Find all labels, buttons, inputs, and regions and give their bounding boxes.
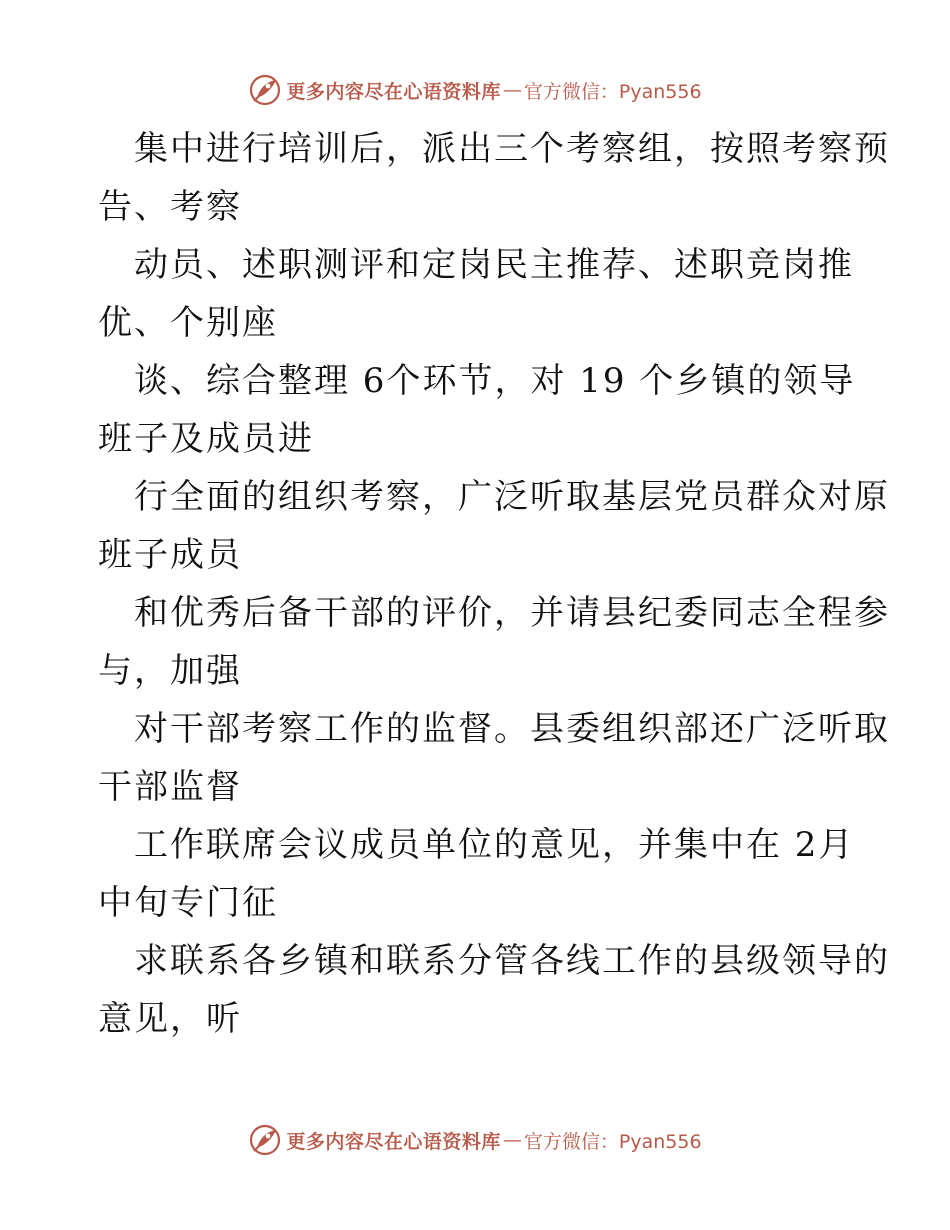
body-line: 告、考察: [98, 187, 242, 227]
footer-banner: [0, 1120, 950, 1160]
body-line: 行全面的组织考察，广泛听取基层党员群众对原: [134, 477, 890, 517]
header-banner: [0, 70, 950, 110]
banner-title: 更多内容尽在心语资料库: [286, 1130, 501, 1153]
banner-dash: —: [502, 1129, 522, 1151]
body-line: 求联系各乡镇和联系分管各线工作的县级领导的: [134, 941, 890, 981]
body-line: 对干部考察工作的监督。县委组织部还广泛听取: [134, 709, 890, 749]
body-line: 谈、综合整理 6个环节，对 19 个乡镇的领导: [134, 361, 856, 401]
body-line: 干部监督: [98, 767, 242, 807]
body-line: 和优秀后备干部的评价，并请县纪委同志全程参: [134, 593, 890, 633]
leaf-quill-logo-icon: [248, 73, 282, 107]
leaf-quill-logo-icon: [248, 1123, 282, 1157]
body-line: 意见，听: [98, 999, 242, 1039]
body-line: 优、个别座: [98, 303, 278, 343]
banner-dash: —: [502, 79, 522, 101]
banner-title: 更多内容尽在心语资料库: [286, 80, 501, 103]
document-body: [98, 120, 890, 1048]
banner-wechat: 官方微信：Pyan556: [523, 1130, 702, 1153]
banner-wechat: 官方微信：Pyan556: [523, 80, 702, 103]
body-line: 班子成员: [98, 535, 242, 575]
body-line: 动员、述职测评和定岗民主推荐、述职竞岗推: [134, 245, 854, 285]
body-line: 集中进行培训后，派出三个考察组，按照考察预: [134, 129, 890, 169]
body-line: 中旬专门征: [98, 883, 278, 923]
body-line: 与，加强: [98, 651, 242, 691]
body-line: 班子及成员进: [98, 419, 314, 459]
body-line: 工作联席会议成员单位的意见，并集中在 2月: [134, 825, 855, 865]
